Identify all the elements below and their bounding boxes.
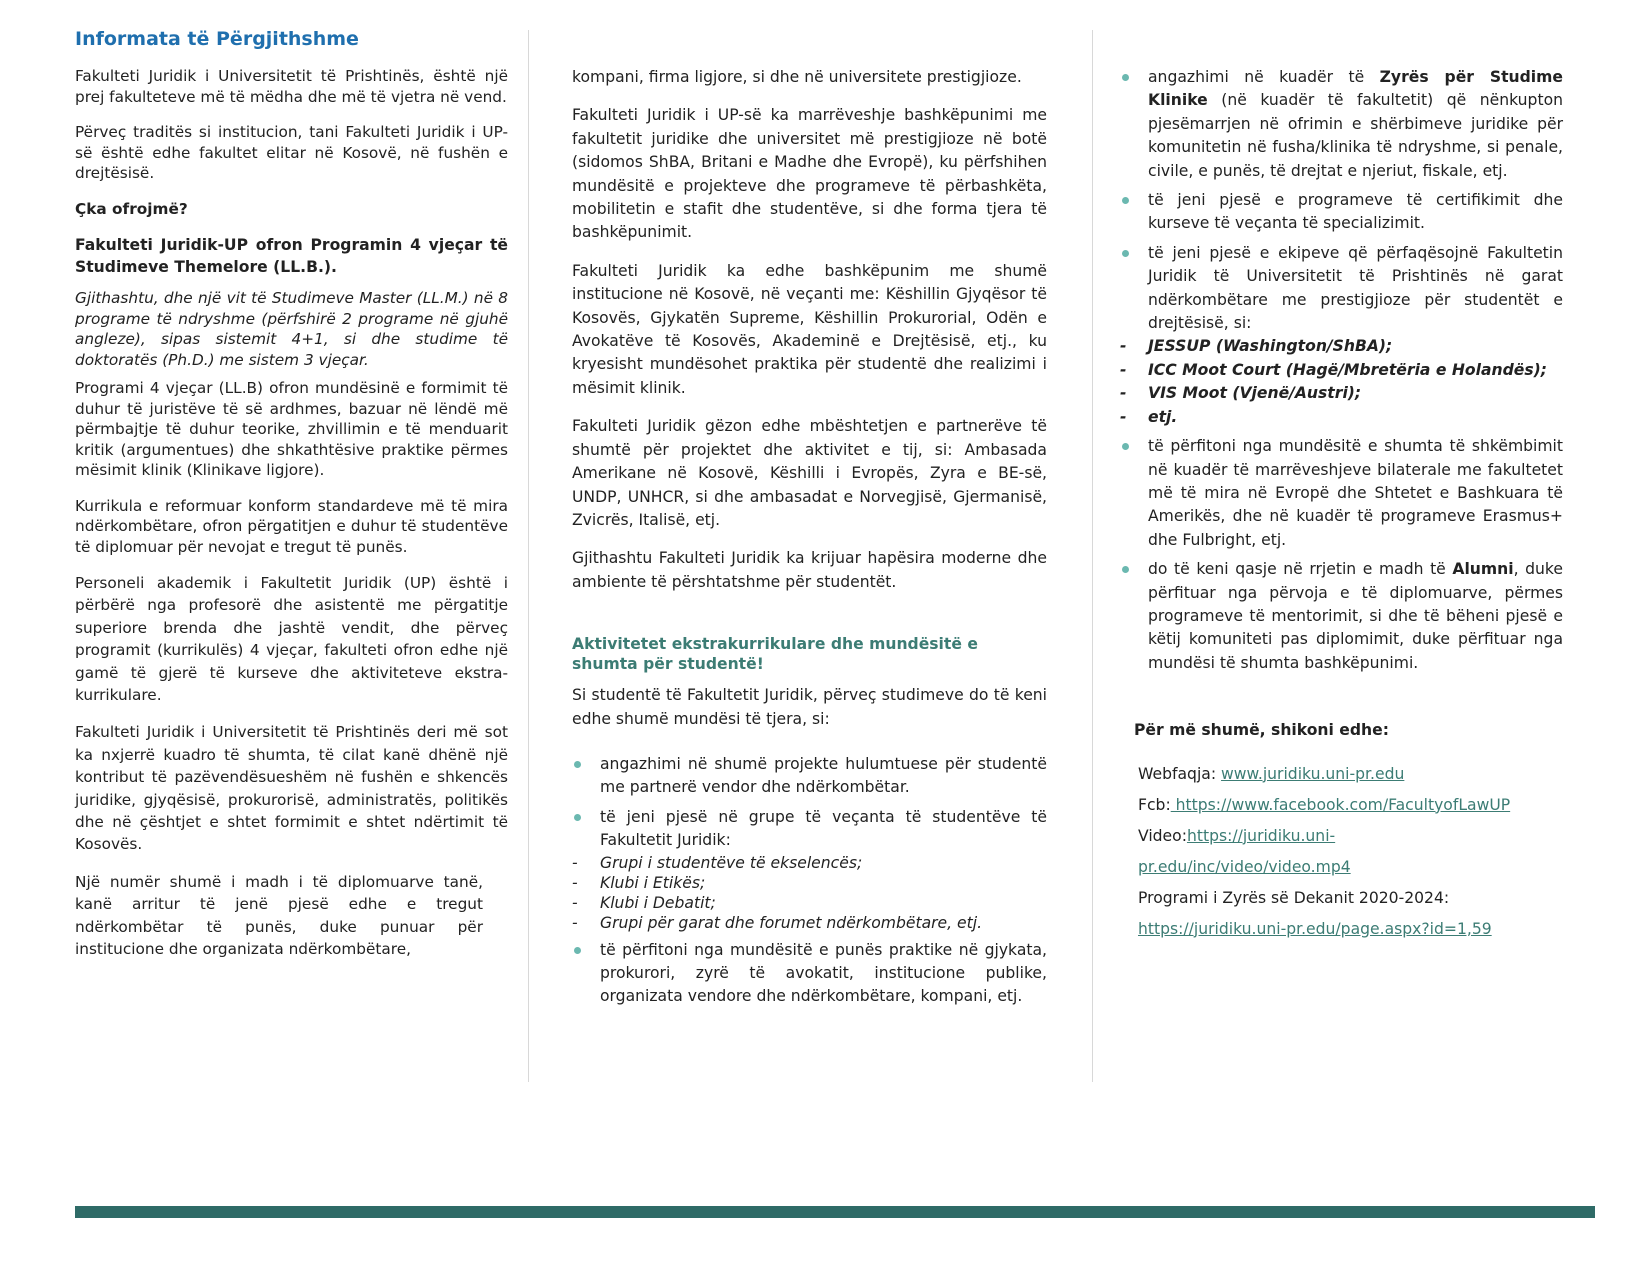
paragraph: kompani, firma ligjore, si dhe në universitete prestigjioze.: [572, 68, 1022, 86]
list-item: - Klubi i Etikës;: [572, 873, 1047, 893]
list-item: të jeni pjesë e programeve të certifikimit dhe kurseve të veçanta të specializimit.: [1120, 189, 1563, 236]
column-divider: [528, 30, 529, 1082]
paragraph: Kurrikula e reformuar konform standardeve më të mira ndërkombëtare, ofron përgatitjen e duhur të studentëve të diplomuar për nevojat e tregut të punës.: [75, 496, 508, 556]
column-divider: [1092, 30, 1093, 1082]
paragraph: Fakulteti Juridik ka edhe bashkëpunim me shumë institucione në Kosovë, në veçanti me: Këshillin Gjyqësor të Kosovës, Gjykatën Supreme, Këshillin Prokurorial, Odën e Avokatëve të Kosovës, Akademinë e Drejtësisë, etj., ku kryesisht mundësohet praktika për studentë dhe realizimi i mësimit klinik.: [572, 261, 1047, 397]
video-link[interactable]: https://juridiku.uni-pr.edu/inc/video/video.mp4: [1138, 826, 1351, 876]
program-link[interactable]: https://juridiku.uni-pr.edu/page.aspx?id=1,59: [1138, 919, 1492, 938]
alumni-label: Alumni: [1452, 560, 1514, 579]
website-link[interactable]: www.juridiku.uni-pr.edu: [1221, 764, 1405, 783]
paragraph: Fakulteti Juridik gëzon edhe mbështetjen e partnerëve të shumtë për projektet dhe aktivitet e tij, si: Ambasada Amerikane në Kosovë, Këshilli i Evropës, Zyra e BE-së, UNDP, UNHCR, si dhe ambasadat e Norvegjisë, Gjermanisë, Zvicrës, Italisë, etj.: [572, 417, 1047, 529]
list-item: të jeni pjesë e ekipeve që përfaqësojnë Fakultetin Juridik të Universitetit të Prishtinës në garat ndërkombëtare me prestigjioze për studentët e drejtësisë, si:: [1120, 242, 1563, 336]
competition-item: - JESSUP (Washington/ShBA);: [1120, 335, 1563, 358]
activities-list: [1120, 66, 1563, 675]
list-item: [1120, 558, 1563, 675]
list-item: - Grupi për garat dhe forumet ndërkombëtare, etj.: [572, 913, 1047, 933]
links-block: [1138, 759, 1568, 945]
list-item-text: , duke përfituar nga përvoja e të diplomuarve, përmes programeve të mentorimit, si dhe të bëheni pjesë e këtij komuniteti pas diplomimit, duke përfituar nga mundësi të shumta bashkëpunimi.: [1148, 560, 1563, 672]
column-activities: [1120, 66, 1563, 945]
paragraph: Fakulteti Juridik i Universitetit të Prishtinës deri më sot ka nxjerrë kuadro të shumta, të cilat kanë dhënë një kontribut të pazëvendësueshëm në fushën e shkencës juridike, gjyqësisë, prokurorisë, administratës, politikës dhe në çështjet e shtet formimit e shtet ndërtimit të Kosovës.: [75, 723, 508, 854]
opportunities-list: [572, 753, 1047, 1009]
list-item: të përfitoni nga mundësitë e punës praktike në gjykata, prokurori, zyrë të avokatit, institucione publike, organizata vendore dhe ndërkombëtare, kompani, etj.: [572, 939, 1047, 1009]
footer-bar: [75, 1206, 1595, 1218]
website-label: Webfaqja:: [1138, 764, 1222, 783]
more-info-heading: Për më shumë, shikoni edhe:: [1134, 721, 1389, 740]
website-line: [1138, 759, 1568, 790]
facebook-label: Fcb:: [1138, 795, 1171, 814]
facebook-link[interactable]: https://www.facebook.com/FacultyofLawUP: [1170, 795, 1511, 814]
paragraph: Si studentë të Fakultetit Juridik, përveç studimeve do të keni edhe shumë mundësi të tjera, si:: [572, 686, 1047, 728]
list-item-text: do të keni qasje në rrjetin e madh të: [1148, 560, 1453, 579]
paragraph: Gjithashtu Fakulteti Juridik ka krijuar hapësira moderne dhe ambiente të përshtatshme për studentët.: [572, 549, 1047, 591]
facebook-line: [1138, 790, 1568, 821]
competition-item: - VIS Moot (Vjenë/Austri);: [1120, 382, 1563, 405]
video-line: [1138, 821, 1378, 883]
master-note: Gjithashtu, dhe një vit të Studimeve Master (LL.M.) në 8 programe të ndryshme (përfshirë 2 programe në gjuhë angleze), sipas sistemit 4+1, si dhe studime të doktoratës (Ph.D.) me sistem 3 vjeçar.: [75, 289, 508, 369]
list-item: të përfitoni nga mundësitë e shumta të shkëmbimit në kuadër të marrëveshjeve bilaterale me fakultetet më të mira në Evropë dhe Shtetet e Bashkuara të Amerikës, dhe në kuadër të programeve Erasmus+ dhe Fulbright, etj.: [1120, 435, 1563, 552]
list-item: - Klubi i Debatit;: [572, 893, 1047, 913]
list-item: angazhimi në shumë projekte hulumtuese për studentë me partnerë vendor dhe ndërkombëtar.: [572, 753, 1047, 800]
list-item: të jeni pjesë në grupe të veçanta të studentëve të Fakultetit Juridik:: [572, 806, 1047, 853]
list-item-text: (në kuadër të fakultetit) që nënkupton pjesëmarrjen në ofrimin e shërbimeve juridike për komunitetin në fusha/klinika të ndryshme, si penale, civile, e punës, të drejtat e njeriut, fiskale, etj.: [1148, 91, 1563, 180]
paragraph: Programi 4 vjeçar (LL.B) ofron mundësinë e formimit të duhur të juristëve të së ardhmes, bazuar në lëndë më përmbajtje të duhur teorike, zhvillimin e të menduarit kritik (argumentues) dhe shkathtësive praktike përmes mësimit klinik (Klinikave ligjore).: [75, 379, 508, 479]
program-line: Programi i Zyrës së Dekanit 2020-2024:: [1138, 888, 1450, 907]
paragraph: Fakulteti Juridik i UP-së ka marrëveshje bashkëpunimi me fakultetit juridike dhe universitet më prestigjioze në botë (sidomos ShBA, Britani e Madhe dhe Evropë), ku përfshihen mundësitë e projekteve dhe programeve të përbashkëta, mobilitetin e stafit dhe studentëve, si dhe forma tjera të bashkëpunimit.: [572, 106, 1047, 242]
section-heading: Informata të Përgjithshme: [75, 28, 359, 50]
competition-item: - ICC Moot Court (Hagë/Mbretëria e Holandës);: [1120, 359, 1563, 382]
paragraph: Përveç traditës si institucion, tani Fakulteti Juridik i UP-së është edhe fakultet elitar në Kosovë, në fushën e drejtësisë.: [75, 123, 508, 182]
clinical-studies-office: Zyrës për Studime Klinike: [1148, 68, 1563, 110]
competition-item: - etj.: [1120, 406, 1563, 429]
section-heading: Aktivitetet ekstrakurrikulare dhe mundësitë e shumta për studentë!: [572, 635, 978, 674]
paragraph: Personeli akademik i Fakultetit Juridik (UP) është i përbërë nga profesorë dhe asistentë me përgatitje superiore brenda dhe jashtë vendit, dhe përveç programit (kurrikulës) 4 vjeçar, fakulteti ofron edhe një gamë të gjerë të kurseve dhe aktiviteteve ekstra-kurrikulare.: [75, 574, 508, 705]
paragraph: Një numër shumë i madh i të diplomuarve tanë, kanë arritur të jenë pjesë edhe e tregut ndërkombëtar të punës, duke punuar për institucione dhe organizata ndërkombëtare,: [75, 872, 483, 959]
list-item: [1120, 66, 1563, 183]
column-cooperation: [572, 66, 1047, 1009]
program-link-line: [1138, 914, 1568, 945]
paragraph: Fakulteti Juridik i Universitetit të Prishtinës, është një prej fakulteteve më të mëdha dhe më të vjetra në vend.: [75, 67, 508, 106]
list-item-text: angazhimi në kuadër të: [1148, 68, 1380, 86]
program-offer: Fakulteti Juridik-UP ofron Programin 4 vjeçar të Studimeve Themelore (LL.B.).: [75, 236, 508, 276]
video-label: Video:: [1138, 826, 1187, 845]
column-general-info: [75, 26, 508, 961]
list-item: - Grupi i studentëve të ekselencës;: [572, 853, 1047, 873]
subheading: Çka ofrojmë?: [75, 199, 188, 218]
